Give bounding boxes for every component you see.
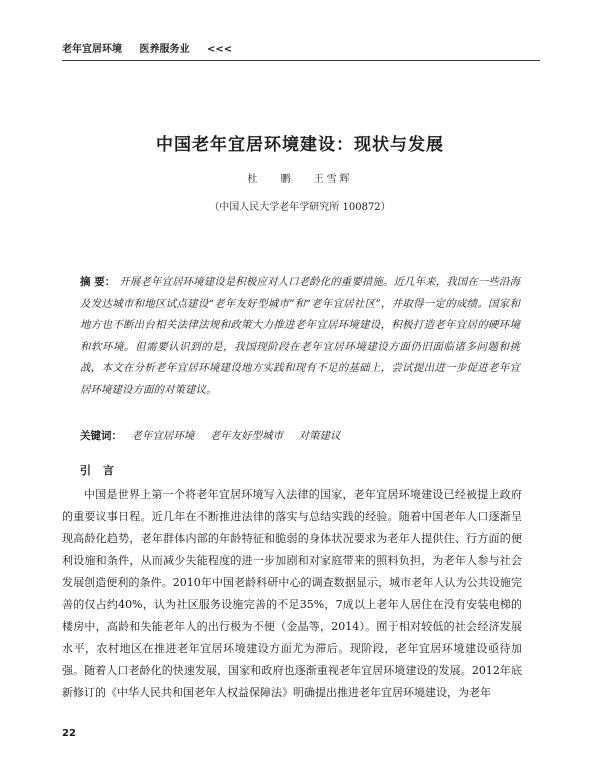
header-arrows: <<<	[206, 44, 233, 55]
column-name: 医养服务业	[139, 44, 190, 55]
article-affiliation: （中国人民大学老年学研究所 100872）	[209, 202, 391, 213]
header-rule	[62, 60, 540, 61]
page-number: 22	[62, 728, 76, 739]
keyword-item: 老年友好型城市	[209, 430, 284, 442]
abstract-label: 摘 要：	[80, 276, 116, 288]
keywords	[80, 428, 520, 443]
running-header	[62, 40, 540, 55]
section-heading: 引 言	[80, 464, 118, 477]
abstract	[80, 272, 520, 401]
keyword-item: 对策建议	[298, 430, 341, 442]
body-paragraph: 中国是世界上第一个将老年宜居环境写入法律的国家，老年宜居环境建设已经被提上政府的重要议事日程。近几年在不断推进法律的落实与总结实践的经验。随着中国老年人口逐渐呈现高龄化趋势，老年群体内部的年龄特征和脆弱的身体状况要求为老年人提供住、行方面的便利设施和条件，从而减少失能程度的进一步加剧和对家庭带来的照料负担，为老年人参与社会发展创造便利的条件。2010年中国老龄科研中心的调查数据显示，城市老年人认为公共设施完善的仅占约40%，认为社区服务设施完善的不足35%，7成以上老年人居住在没有安装电梯的楼房中，高龄和失能老年人的出行极为不便（金晶等，2014）。囿于相对较低的社会经济发展水平，农村地区在推进老年宜居环境建设方面尤为滞后。现阶段，老年宜居环境建设亟待加强。随着人口老龄化的快速发展，国家和政府也逐渐重视老年宜居环境建设的发展。2012年底新修订的《中华人民共和国老年人权益保障法》明确提出推进老年宜居环境建设，为老年	[62, 488, 522, 699]
article-authors: 杜 鹏 王雪辉	[247, 174, 353, 185]
keywords-label: 关键词：	[80, 430, 122, 442]
keyword-item: 老年宜居环境	[131, 430, 195, 442]
abstract-text: 开展老年宜居环境建设是积极应对人口老龄化的重要措施。近几年来，我国在一些沿海及发达城市和地区试点建设“老年友好型城市”和“老年宜居社区”，并取得一定的成绩。国家和地方也不断出台相关法律法规和政策大力推进老年宜居环境建设，积极打造老年宜居的硬环境和软环境。但需要认识到的是，我国现阶段在老年宜居环境建设方面仍旧面临诸多问题和挑战，本文在分析老年宜居环境建设地方实践和现有不足的基础上，尝试提出进一步促进老年宜居环境建设方面的对策建议。	[80, 276, 521, 396]
journal-section: 老年宜居环境	[62, 44, 122, 55]
article-title: 中国老年宜居环境建设：现状与发展	[156, 135, 444, 155]
